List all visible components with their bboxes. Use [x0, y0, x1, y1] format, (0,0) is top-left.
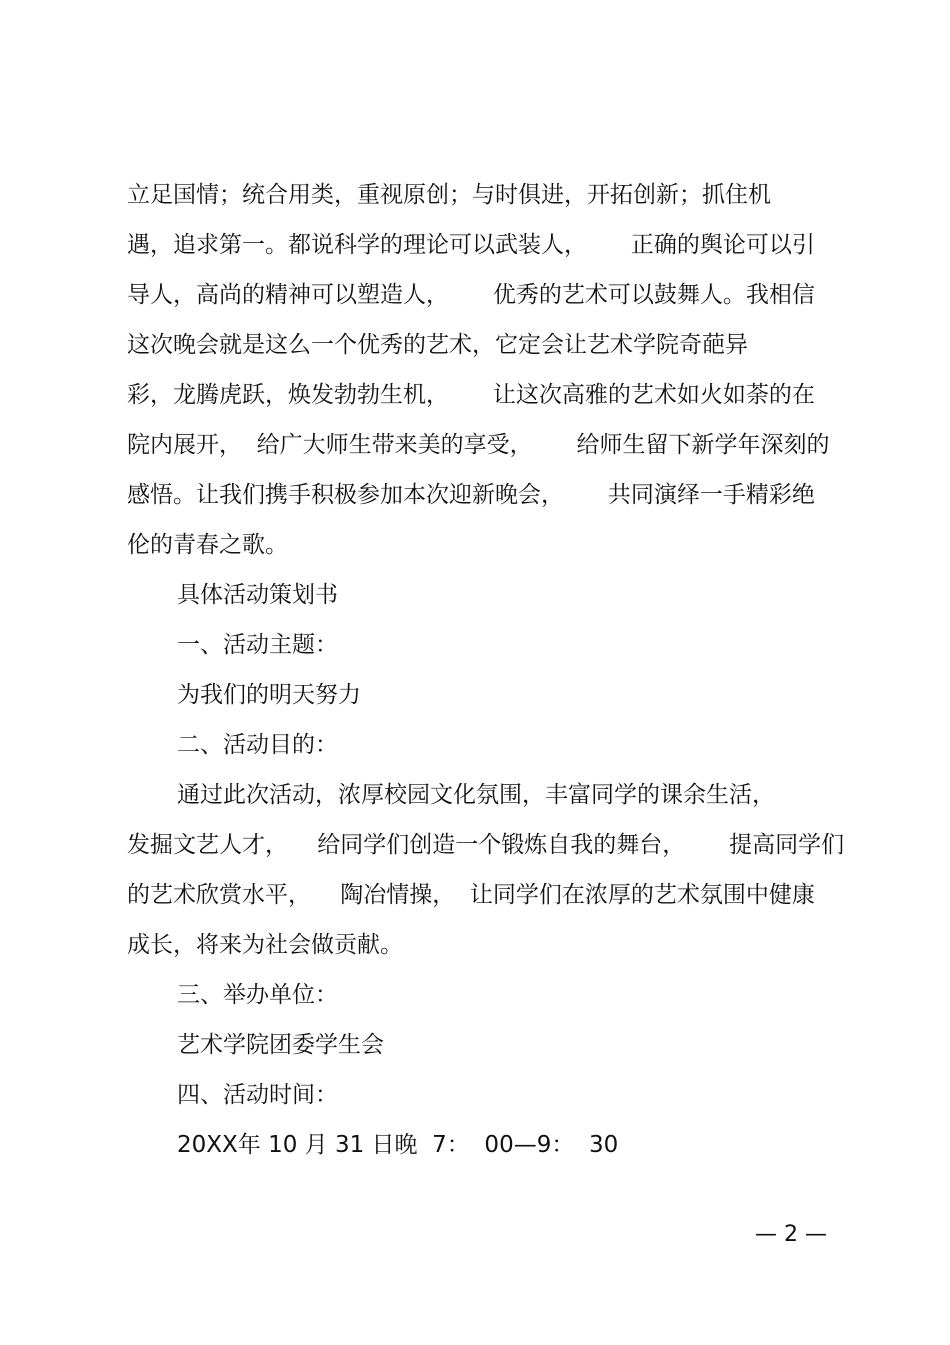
plan-title: 具体活动策划书: [177, 582, 338, 608]
section-content-line: 成长，将来为社会做贡献。: [127, 932, 403, 958]
section-heading: 二、活动目的：: [177, 732, 338, 758]
paragraph-line: 这次晚会就是这么一个优秀的艺术，它定会让艺术学院奇葩异: [127, 332, 748, 358]
section-content-line: 通过此次活动，浓厚校园文化氛围，丰富同学的课余生活，: [177, 782, 775, 808]
section-content-line: 发掘文艺人才， 给同学们创造一个锻炼自我的舞台， 提高同学们: [127, 832, 845, 858]
section-heading: 三、举办单位：: [177, 982, 338, 1008]
section-content: 20XX年 10 月 31 日晚 7： 00—9： 30: [177, 1132, 619, 1158]
section-content-line: 的艺术欣赏水平， 陶冶情操， 让同学们在浓厚的艺术氛围中健康: [127, 882, 815, 908]
paragraph-line: 院内展开， 给广大师生带来美的享受， 给师生留下新学年深刻的: [127, 432, 830, 458]
section-heading: 一、活动主题：: [177, 632, 338, 658]
paragraph-line: 伦的青春之歌。: [127, 532, 288, 558]
section-heading: 四、活动时间：: [177, 1082, 338, 1108]
paragraph-line: 感悟。让我们携手积极参加本次迎新晚会， 共同演绎一手精彩绝: [127, 482, 815, 508]
paragraph-line: 彩，龙腾虎跃，焕发勃勃生机， 让这次高雅的艺术如火如荼的在: [127, 382, 815, 408]
paragraph-line: 遇，追求第一。都说科学的理论可以武装人， 正确的舆论可以引: [127, 232, 815, 258]
section-content: 为我们的明天努力: [177, 682, 361, 708]
paragraph-line: 导人，高尚的精神可以塑造人， 优秀的艺术可以鼓舞人。我相信: [127, 282, 815, 308]
page-number: — 2 —: [755, 1222, 827, 1247]
paragraph-line: 立足国情；统合用类，重视原创；与时俱进，开拓创新；抓住机: [127, 182, 771, 208]
section-content: 艺术学院团委学生会: [177, 1032, 384, 1058]
